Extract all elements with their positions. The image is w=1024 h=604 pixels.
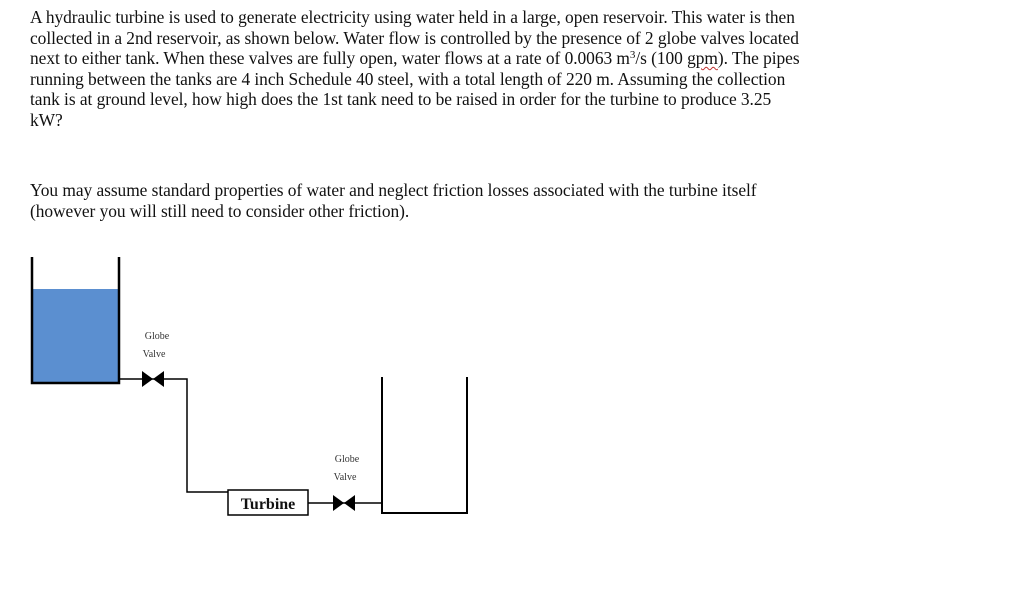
turbine-label: Turbine [240, 496, 296, 513]
globe-valve-1-icon [142, 371, 153, 387]
problem-line: running between the tanks are 4 inch Schedule 40 steel, with a total length of 220 m. Assuming the collection [30, 68, 786, 89]
valve-2-label-line2: Valve [333, 472, 357, 483]
reservoir-water [33, 289, 119, 382]
problem-line-flow [30, 48, 1010, 69]
flow-text: next to either tank. When these valves are fully open, water flows at a rate of 0.0063 m [30, 48, 630, 69]
problem-line: tank is at ground level, how high does the 1st tank need to be raised in order for the turbine to produce 3.25 [30, 89, 772, 110]
valve-2-label-line1: Globe [334, 454, 360, 465]
cubic-superscript: 3 [629, 49, 636, 62]
assumption-statement [30, 180, 1010, 221]
globe-valve-2-icon-right [344, 495, 355, 511]
problem-line: kW? [30, 109, 63, 130]
problem-line: collected in a 2nd reservoir, as shown below. Water flow is controlled by the presence of 2 globe valves located [30, 27, 799, 48]
gpm-unit: gpm [687, 48, 718, 69]
valve-1-label-line2: Valve [142, 349, 166, 360]
problem-line: A hydraulic turbine is used to generate electricity using water held in a large, open reservoir. This water is then [30, 7, 795, 27]
flow-units: /s (100 [635, 48, 688, 69]
reservoir-turbine-diagram [0, 240, 520, 530]
problem-statement [30, 7, 1010, 131]
assumption-line: (however you will still need to consider other friction). [30, 200, 410, 221]
lower-tank [382, 377, 467, 513]
upper-pipe [119, 379, 228, 492]
globe-valve-2-icon [333, 495, 344, 511]
flow-end: ). The pipes [717, 48, 800, 69]
valve-1-label-line1: Globe [144, 331, 170, 342]
globe-valve-1-icon-right [153, 371, 164, 387]
assumption-line: You may assume standard properties of water and neglect friction losses associated with the turbine itself [30, 180, 757, 200]
